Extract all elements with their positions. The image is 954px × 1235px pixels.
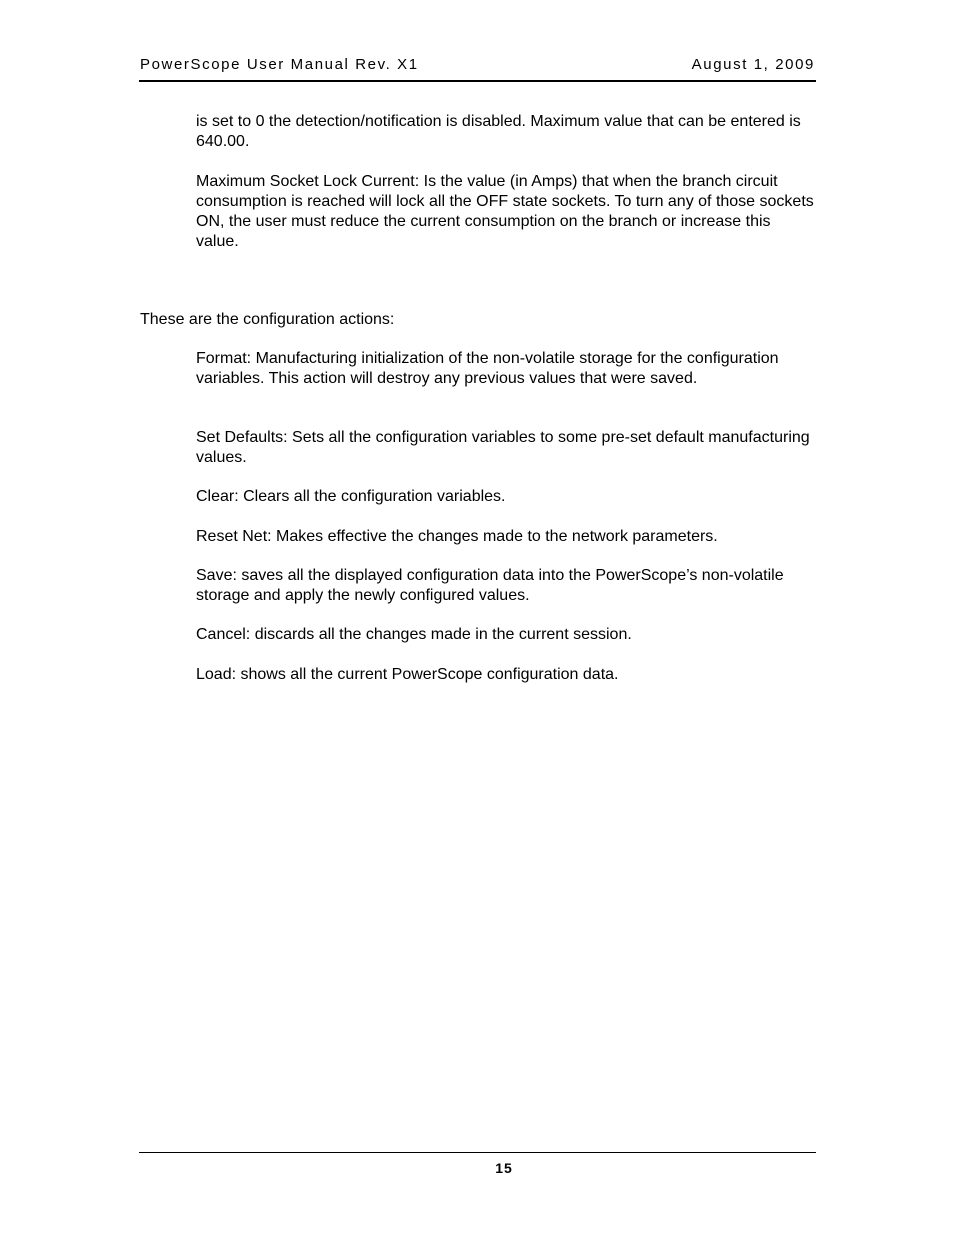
page-number: 15 [495, 1160, 513, 1176]
paragraph-max-socket-lock-current: Maximum Socket Lock Current: Is the value (in Amps) that when the branch circuit consumption is reached will lock all the OFF state sockets. To turn any of those sockets ON, the user must reduce the current consumption on the branch or increase this value. [196, 173, 814, 250]
paragraph-load: Load: shows all the current PowerScope configuration data. [196, 666, 619, 683]
paragraph-save: Save: saves all the displayed configuration data into the PowerScope’s non-volatile storage and apply the newly configured values. [196, 567, 784, 604]
paragraph-config-actions-intro: These are the configuration actions: [140, 311, 395, 328]
paragraph-reset-net: Reset Net: Makes effective the changes made to the network parameters. [196, 528, 718, 545]
paragraph-cancel: Cancel: discards all the changes made in the current session. [196, 626, 632, 643]
paragraph-set-defaults: Set Defaults: Sets all the configuration variables to some pre-set default manufacturing values. [196, 429, 810, 466]
paragraph-format: Format: Manufacturing initialization of the non-volatile storage for the configuration variables. This action will destroy any previous values that were saved. [196, 350, 779, 387]
paragraph-clear: Clear: Clears all the configuration variables. [196, 488, 506, 505]
page-header [139, 54, 816, 82]
footer-divider [139, 1152, 816, 1153]
manual-date: August 1, 2009 [691, 56, 815, 73]
manual-title: PowerScope User Manual Rev. X1 [140, 56, 419, 73]
paragraph-detection-disabled: is set to 0 the detection/notification is disabled. Maximum value that can be entered is 640.00. [196, 113, 801, 150]
